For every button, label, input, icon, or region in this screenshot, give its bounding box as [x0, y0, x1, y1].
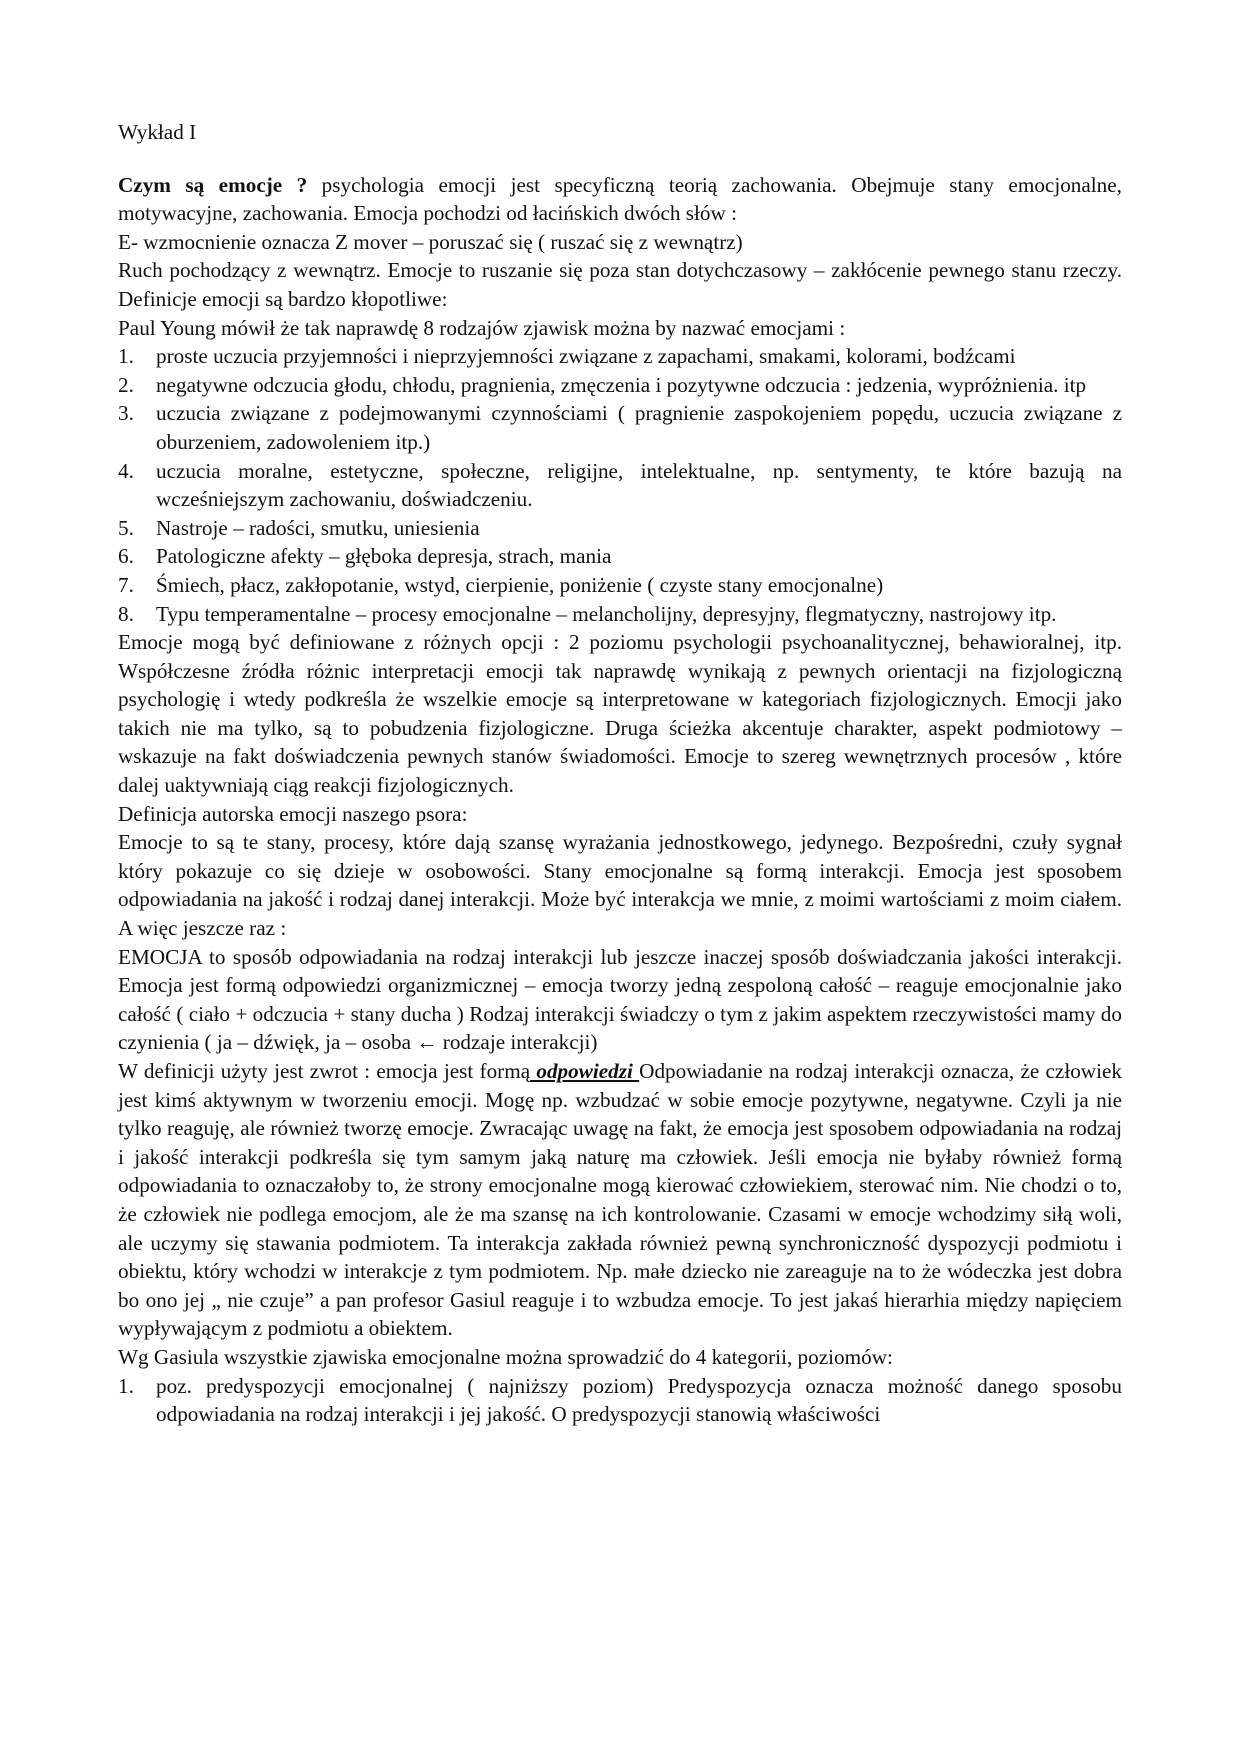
list-item-text: uczucia moralne, estetyczne, społeczne, religijne, intelektualne, np. sentymenty, te które bazują na wcześniejszym zachowaniu, doświadczeniu.: [156, 458, 1122, 512]
list-item: [118, 371, 1122, 400]
emocja-paragraph: EMOCJA to sposób odpowiadania na rodzaj interakcji lub jeszcze inaczej sposób doświadczania jakości interakcji. Emocja jest formą odpowiedzi organizmicznej – emocja tworzy jedną zespoloną całość – reaguje emocjonalnie jako całość ( ciało + odczucia + stany ducha ) Rodzaj interakcji świadczy o tym z jakim aspektem rzeczywistości mamy do czynienia ( ja – dźwięk, ja – osoba ← rodzaje interakcji): [118, 944, 1122, 1055]
list-item-text: proste uczucia przyjemności i nieprzyjemności związane z zapachami, smakami, kolorami, bodźcami: [156, 344, 1016, 369]
intro-bold-question: Czym są emocje ?: [118, 172, 308, 197]
list-number: 2.: [118, 372, 134, 397]
etymology-line: E- wzmocnienie oznacza Z mover – poruszać się ( ruszać się z wewnątrz): [118, 229, 743, 254]
list-item: [118, 399, 1122, 456]
gasiul-intro: Wg Gasiula wszystkie zjawiska emocjonalne można sprowadzić do 4 kategorii, poziomów:: [118, 1344, 893, 1369]
list-item: [118, 571, 1122, 600]
list-number: 5.: [118, 515, 134, 540]
author-definition-paragraph: Emocje to są te stany, procesy, które dają szansę wyrażania jednostkowego, jedynego. Bezpośredni, czuły sygnał który pokazuje co się dzieje w osobowości. Stany emocjonalne są formą interakcji. Emocja jest sposobem odpowiadania na jakość i rodzaj danej interakcji. Może być interakcja we mnie, z moimi wartościami z moim ciałem. A więc jeszcze raz :: [118, 830, 1122, 941]
young-list: [118, 342, 1122, 628]
list-item: [118, 542, 1122, 571]
list-number: 1.: [118, 1373, 134, 1398]
list-number: 3.: [118, 401, 134, 426]
list-item-text: Typu temperamentalne – procesy emocjonalne – melancholijny, depresyjny, flegmatyczny, nastrojowy itp.: [156, 601, 1057, 626]
list-item-text: negatywne odczucia głodu, chłodu, pragnienia, zmęczenia i pozytywne odczucia : jedzenia, wypróżnienia. itp: [156, 372, 1087, 397]
list-item: [118, 600, 1122, 629]
response-text-before: W definicji użyty jest zwrot : emocja jest formą: [118, 1059, 531, 1083]
document-page: [118, 118, 1122, 1429]
young-intro: Paul Young mówił że tak naprawdę 8 rodzajów zjawisk można by nazwać emocjami :: [118, 315, 846, 340]
list-number: 8.: [118, 601, 134, 626]
author-definition-heading: Definicja autorska emocji naszego psora:: [118, 801, 468, 826]
list-item: [118, 514, 1122, 543]
list-number: 6.: [118, 544, 134, 569]
intro-paragraph: [118, 171, 1122, 228]
list-item: [118, 1372, 1122, 1429]
response-paragraph: [118, 1057, 1122, 1343]
list-item-text: uczucia związane z podejmowanymi czynnościami ( pragnienie zaspokojeniem popędu, uczucia związane z oburzeniem, zadowoleniem itp.): [156, 401, 1122, 454]
intro-text: psychologia emocji jest specyficzną teorią zachowania. Obejmuje stany emocjonalne, motywacyjne, zachowania. Emocja pochodzi od łacińskich dwóch słów :: [118, 172, 1122, 226]
list-item-text: poz. predyspozycji emocjonalnej ( najniższy poziom) Predyspozycja oznacza możność danego sposobu odpowiadania na rodzaj interakcji i jej jakość. O predyspozycji stanowią właściwości: [156, 1373, 1122, 1427]
response-text-after: Odpowiadanie na rodzaj interakcji oznacza, że człowiek jest kimś aktywnym w tworzeniu emocji. Mogę np. wzbudzać w sobie emocje pozytywne, negatywne. Czyli ja nie tylko reaguję, ale również tworzę emocje. Zwracając uwagę na fakt, że emocja jest sposobem odpowiadania na rodzaj i jakość interakcji podkreśla się tym samym jaką naturę ma człowiek. Jeśli emocja nie byłaby również formą odpowiadania to oznaczałoby to, że strony emocjonalne mogą kierować człowiekiem, sterować nim. Nie chodzi o to, że człowiek nie podlega emocjom, ale że ma szansę na ich kontrolowanie. Czasami w emocje wchodzimy siłą woli, ale uczymy się stawania podmiotem. Ta interakcja zakłada również pewną synchroniczność dyspozycji podmiotu i obiektu, który wchodzi w interakcje z tym podmiotem. Np. małe dziecko nie zareaguje na to że wódeczka jest dobra bo ono jej „ nie czuje” a pan profesor Gasiul reaguje i to wzbudza emocje. To jest jakaś hierarhia między napięciem wypływającym z podmiotu a obiektem.: [118, 1059, 1122, 1341]
lecture-title: Wykład I: [118, 120, 197, 144]
list-number: 1.: [118, 344, 134, 369]
list-number: 7.: [118, 572, 134, 597]
list-item: [118, 457, 1122, 514]
list-item-text: Patologiczne afekty – głęboka depresja, strach, mania: [156, 544, 612, 569]
movement-paragraph: Ruch pochodzący z wewnątrz. Emocje to ruszanie się poza stan dotychczasowy – zakłócenie pewnego stanu rzeczy. Definicje emocji są bardzo kłopotliwe:: [118, 258, 1122, 311]
gasiul-list: [118, 1372, 1122, 1429]
list-item: [118, 342, 1122, 371]
list-item-text: Nastroje – radości, smutku, uniesienia: [156, 515, 480, 540]
definitions-paragraph: Emocje mogą być definiowane z różnych opcji : 2 poziomu psychologii psychoanalitycznej, behawioralnej, itp. Współczesne źródła różnic interpretacji emocji tak naprawdę wynikają z pewnych orientacji na fizjologiczną psychologię i wtedy podkreśla że wszelkie emocje są interpretowane w kategoriach fizjologicznych. Emocji jako takich nie ma tylko, są to pobudzenia fizjologiczne. Druga ścieżka akcentuje charakter, aspekt podmiotowy – wskazuje na fakt doświadczenia pewnych stanów świadomości. Emocje to szereg wewnętrznych procesów , które dalej uaktywniają ciąg reakcji fizjologicznych.: [118, 630, 1122, 798]
response-emphasis: odpowiedzi: [530, 1059, 640, 1083]
list-item-text: Śmiech, płacz, zakłopotanie, wstyd, cierpienie, poniżenie ( czyste stany emocjonalne): [156, 572, 884, 597]
list-number: 4.: [118, 458, 134, 483]
